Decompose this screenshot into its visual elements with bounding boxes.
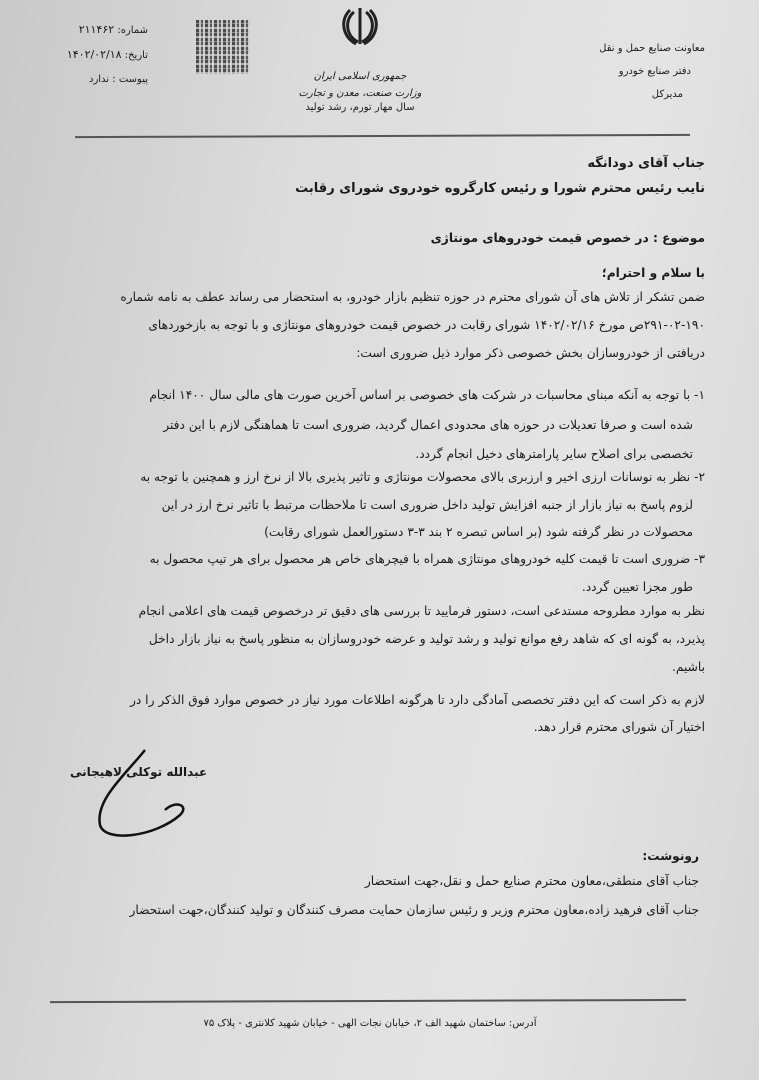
footer-divider	[50, 999, 686, 1003]
closing-line: پذیرد، به گونه ای که شاهد رفع موانع تولید و رشد تولید و عرضه خودروسازان به منظور پاسخ به نیاز بازار داخل	[148, 632, 705, 646]
intro-line: ضمن تشکر از تلاش های آن شورای محترم در حوزه تنظیم بازار خودرو، به استحضار می رساند عطف به نامه شماره	[120, 290, 705, 304]
number-label: شماره:	[117, 25, 148, 36]
date-label: تاریخ:	[124, 50, 148, 61]
item-1-line: شده است و صرفا تعدیلات در حوزه های محدودی اعمال گردید، ضروری است تا هماهنگی لازم با این دفتر	[163, 418, 693, 432]
office-line: معاونت صنایع حمل و نقل	[599, 43, 705, 54]
country-name: جمهوری اسلامی ایران	[313, 71, 407, 82]
attachment-value: ندارد	[89, 74, 110, 85]
year-slogan: سال مهار تورم، رشد تولید	[305, 102, 415, 113]
item-1-line: تخصصی برای اصلاح سایر پارامترهای دخیل انجام گردد.	[415, 447, 693, 461]
item-2-line: ۲- نظر به نوسانات ارزی اخیر و ارزبری بالای محصولات مونتاژی و تاثیر پذیری بالا از نرخ ارز و همچنین با توجه به	[140, 470, 705, 484]
item-2-line: محصولات در نظر گرفته شود (بر اساس تبصره ۲ بند ۳-۳ دستورالعمل شورای رقابت)	[264, 525, 693, 539]
closing-line: نظر به موارد مطروحه مستدعی است، دستور فرمایید تا بررسی های دقیق تر درخصوص قیمت های اعلامی انجام	[138, 604, 705, 618]
intro-line: ۲۹۱-۰۲-۱۹۰ص مورخ ۱۴۰۲/۰۲/۱۶ شورای رقابت در خصوص قیمت خودروهای مونتاژی و با توجه به بازخوردهای	[148, 318, 705, 332]
letter-date: ۱۴۰۲/۰۲/۱۸	[66, 48, 122, 61]
letter-meta	[38, 18, 148, 92]
ministry-title: وزارت صنعت، معدن و تجارت	[298, 88, 422, 99]
ministry-name	[290, 68, 430, 102]
cc-label: رونوشت:	[642, 849, 699, 863]
item-3-line: ۳- ضروری است تا قیمت کلیه خودروهای مونتاژی همراه با فیچرهای خاص هر محصول برای هر تیپ محصول به	[149, 552, 705, 566]
addressee-title: نایب رئیس محترم شورا و رئیس کارگروه خودروی شورای رقابت	[295, 181, 705, 196]
signatory-name: عبدالله توکلی لاهیجانی	[70, 765, 208, 779]
intro-line: دریافتی از خودروسازان بخش خصوصی ذکر موارد ذیل ضروری است:	[356, 346, 705, 360]
handwritten-signature-icon	[85, 745, 195, 845]
office-line: مدیرکل	[651, 89, 683, 100]
item-2-line: لزوم پاسخ به نیاز بازار از جنبه افزایش تولید داخل ضروری است تا ملاحظات مرتبط با تاثیر نرخ ارز در این	[161, 498, 693, 512]
issuing-office	[599, 37, 705, 106]
subject: موضوع : در خصوص قیمت خودروهای مونتاژی	[430, 231, 705, 245]
footer-address: آدرس: ساختمان شهید الف ۲، خیابان نجات الهی - خیابان شهید کلانتری - پلاک ۷۵	[203, 1018, 537, 1029]
item-1-line: ۱- با توجه به آنکه مبنای محاسبات در شرکت های خصوصی بر اساس آخرین صورت های مالی سال ۱۴۰۰ انجام	[149, 388, 705, 402]
closing-line: باشیم.	[672, 660, 705, 674]
office-line: دفتر صنایع خودرو	[618, 66, 691, 77]
attachment-label: پیوست :	[112, 74, 148, 85]
greeting: با سلام و احترام؛	[601, 266, 705, 280]
iran-emblem-icon	[338, 4, 382, 48]
cc-recipient: جناب آقای فرهید زاده،معاون محترم وزیر و رئیس سازمان حمایت مصرف کنندگان و تولید کنندگان،جهت استحضار	[129, 903, 699, 917]
closing-line: لازم به ذکر است که این دفتر تخصصی آمادگی دارد تا هرگونه اطلاعات مورد نیاز در خصوص موارد فوق الذکر را در	[130, 693, 705, 707]
addressee-name: جناب آقای دودانگه	[587, 156, 705, 171]
header-divider	[75, 134, 690, 138]
cc-recipient: جناب آقای منطقی،معاون محترم صنایع حمل و نقل،جهت استحضار	[364, 874, 699, 888]
item-3-line: طور مجزا تعیین گردد.	[581, 580, 693, 594]
qr-code	[196, 20, 250, 74]
closing-line: اختیار آن شورای محترم قرار دهد.	[533, 720, 705, 734]
letter-number: ۲۱۱۴۶۲	[78, 23, 115, 36]
